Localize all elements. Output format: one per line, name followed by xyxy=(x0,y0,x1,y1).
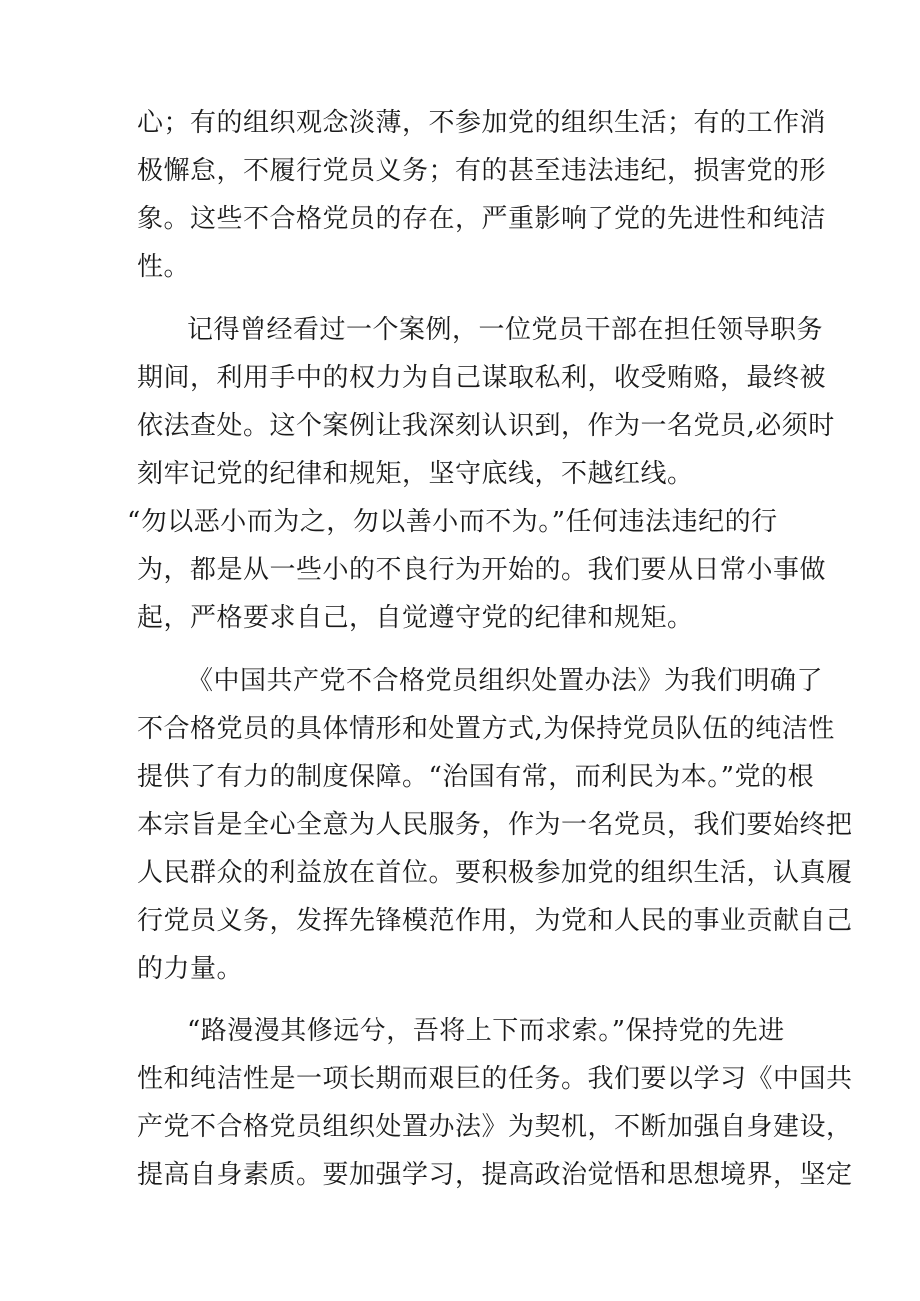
text-line: 象。这些不合格党员的存在，严重影响了党的先进性和纯洁 xyxy=(137,204,827,234)
text-line: “路漫漫其修远兮，吾将上下而求索。”保持党的先进 xyxy=(187,1016,785,1046)
text-line: 心；有的组织观念淡薄，不参加党的组织生活；有的工作消 xyxy=(137,108,827,138)
text-line: 依法查处。这个案例让我深刻认识到，作为一名党员,必须时 xyxy=(137,411,835,441)
text-line: 起，严格要求自己，自觉遵守党的纪律和规矩。 xyxy=(137,603,694,633)
text-line: 《中国共产党不合格党员组织处置办法》为我们明确了 xyxy=(187,666,824,696)
text-line: 性。 xyxy=(137,252,191,282)
paragraph-4 xyxy=(137,1007,853,1199)
text-line: 本宗旨是全心全意为人民服务，作为一名党员，我们要始终把 xyxy=(137,810,853,840)
text-line: 极懈怠，不履行党员义务；有的甚至违法违纪，损害党的形 xyxy=(137,156,827,186)
paragraph-1 xyxy=(137,99,827,291)
paragraph-2 xyxy=(127,306,835,642)
text-line: 提供了有力的制度保障。“治国有常，而利民为本。”党的根 xyxy=(137,762,815,792)
text-line: 产党不合格党员组织处置办法》为契机，不断加强自身建设， xyxy=(137,1112,853,1142)
text-line: 期间，利用手中的权力为自己谋取私利，收受贿赂，最终被 xyxy=(137,363,827,393)
paragraph-3 xyxy=(137,657,853,993)
text-line: “勿以恶小而为之，勿以善小而不为。”任何违法违纪的行 xyxy=(127,507,778,537)
text-line: 刻牢记党的纪律和规矩，坚守底线，不越红线。 xyxy=(137,459,694,489)
text-line: 为，都是从一些小的不良行为开始的。我们要从日常小事做 xyxy=(137,555,827,585)
text-line: 性和纯洁性是一项长期而艰巨的任务。我们要以学习《中国共 xyxy=(137,1064,853,1094)
text-line: 行党员义务，发挥先锋模范作用，为党和人民的事业贡献自己 xyxy=(137,906,853,936)
text-line: 提高自身素质。要加强学习，提高政治觉悟和思想境界，坚定 xyxy=(137,1160,853,1190)
text-line: 的力量。 xyxy=(137,954,244,984)
text-line: 记得曾经看过一个案例，一位党员干部在担任领导职务 xyxy=(187,315,824,345)
text-line: 不合格党员的具体情形和处置方式,为保持党员队伍的纯洁性 xyxy=(137,714,835,744)
text-line: 人民群众的利益放在首位。要积极参加党的组织生活，认真履 xyxy=(137,858,853,888)
